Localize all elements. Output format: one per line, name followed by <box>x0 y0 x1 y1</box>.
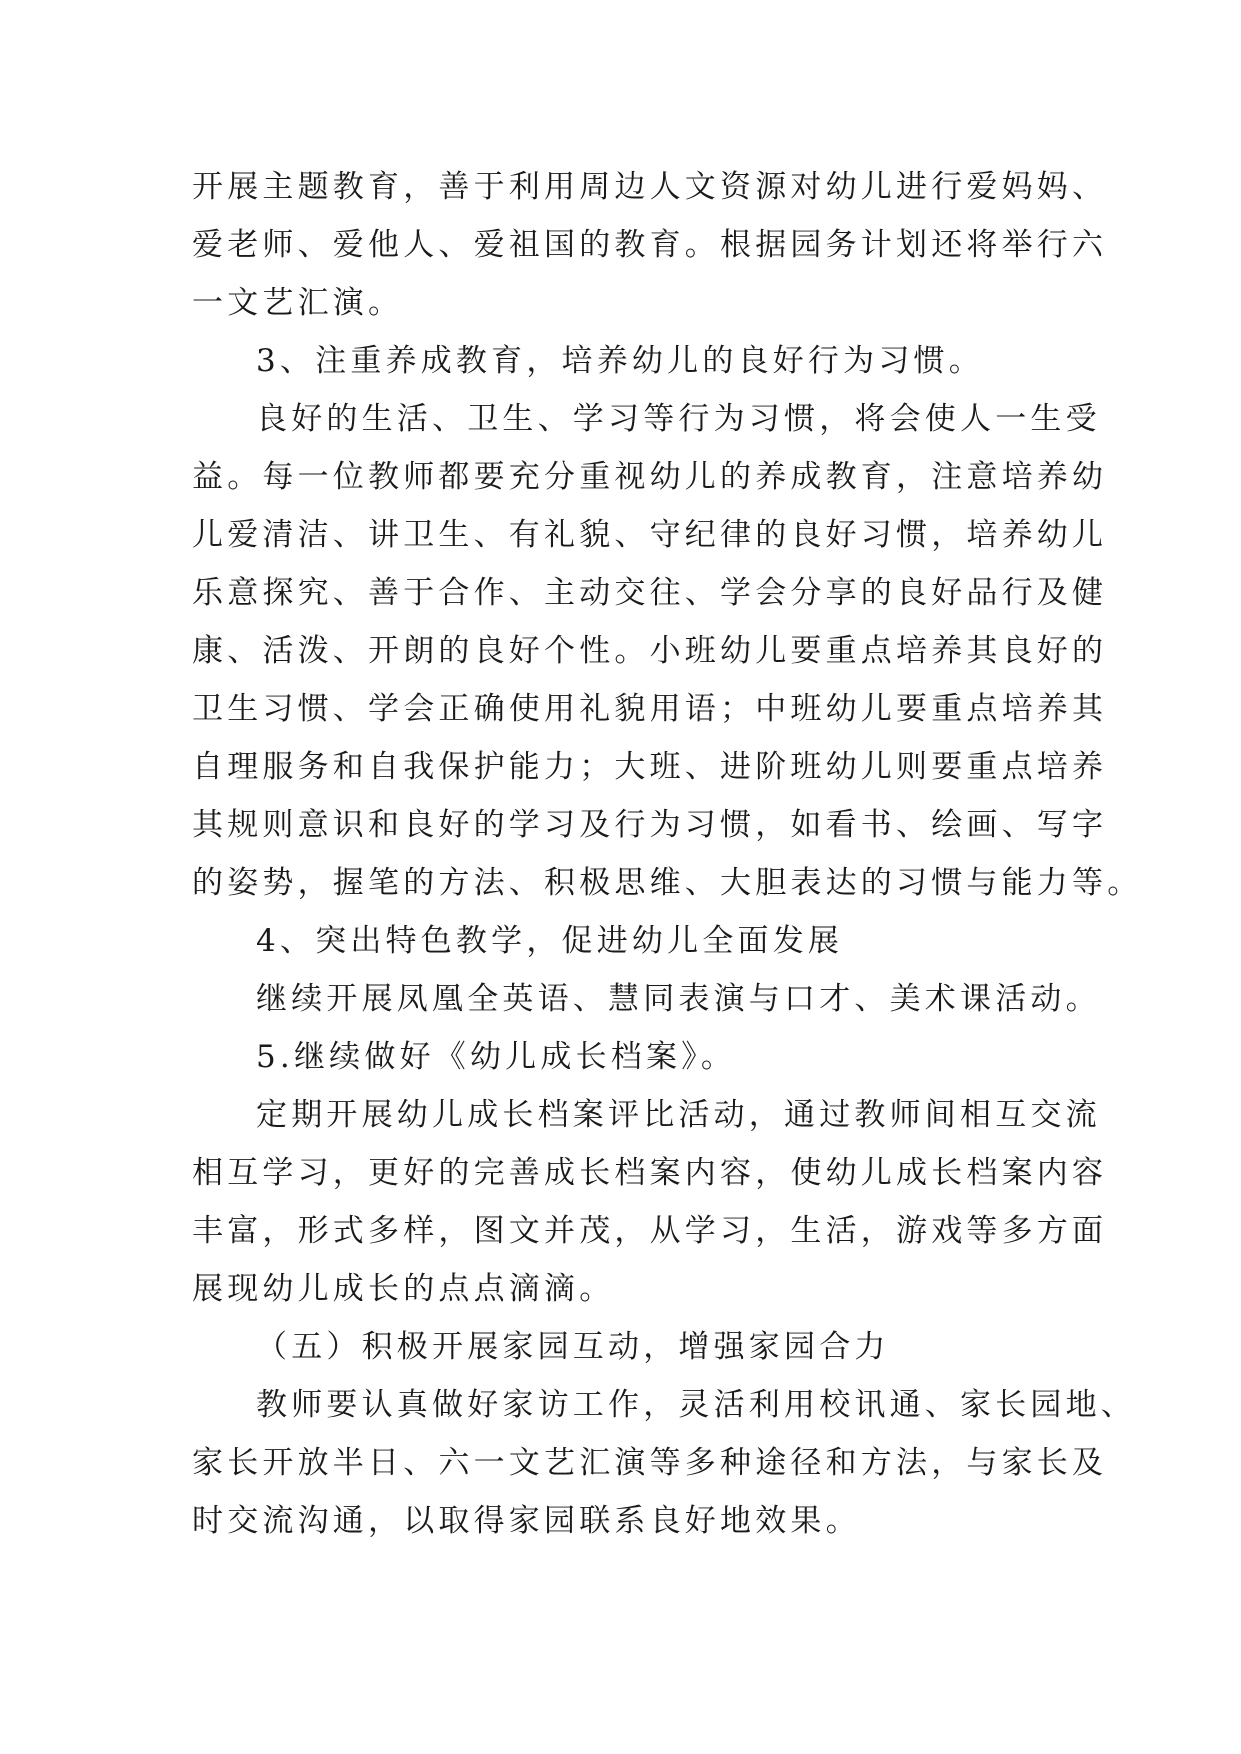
paragraph-line: 的姿势，握笔的方法、积极思维、大胆表达的习惯与能力等。 <box>192 865 1143 901</box>
paragraph-line: 开展主题教育，善于利用周边人文资源对幼儿进行爱妈妈、 <box>192 169 1108 205</box>
paragraph-line: 继续开展凤凰全英语、慧同表演与口才、美术课活动。 <box>256 981 1101 1017</box>
section-heading: （五）积极开展家园互动，增强家园合力 <box>256 1329 890 1365</box>
paragraph-line: 一文艺汇演。 <box>192 285 404 321</box>
paragraph-line: 其规则意识和良好的学习及行为习惯，如看书、绘画、写字 <box>192 807 1108 843</box>
paragraph-line: 相互学习，更好的完善成长档案内容，使幼儿成长档案内容 <box>192 1155 1108 1191</box>
paragraph-line: 爱老师、爱他人、爱祖国的教育。根据园务计划还将举行六 <box>192 227 1108 263</box>
section-heading: 3、注重养成教育，培养幼儿的良好行为习惯。 <box>256 343 984 379</box>
paragraph-line: 家长开放半日、六一文艺汇演等多种途径和方法，与家长及 <box>192 1445 1108 1481</box>
paragraph-line: 定期开展幼儿成长档案评比活动，通过教师间相互交流 <box>256 1097 1101 1133</box>
paragraph-line: 丰富，形式多样，图文并茂，从学习，生活，游戏等多方面 <box>192 1213 1108 1249</box>
paragraph-line: 康、活泼、开朗的良好个性。小班幼儿要重点培养其良好的 <box>192 633 1108 669</box>
paragraph-line: 益。每一位教师都要充分重视幼儿的养成教育，注意培养幼 <box>192 459 1108 495</box>
paragraph-line: 自理服务和自我保护能力；大班、进阶班幼儿则要重点培养 <box>192 749 1108 785</box>
paragraph-line: 儿爱清洁、讲卫生、有礼貌、守纪律的良好习惯，培养幼儿 <box>192 517 1108 553</box>
paragraph-line: 良好的生活、卫生、学习等行为习惯，将会使人一生受 <box>256 401 1101 437</box>
paragraph-line: 教师要认真做好家访工作，灵活利用校讯通、家长园地、 <box>256 1387 1136 1423</box>
paragraph-line: 展现幼儿成长的点点滴滴。 <box>192 1271 615 1307</box>
section-heading: 5.继续做好《幼儿成长档案》。 <box>256 1039 737 1075</box>
paragraph-line: 乐意探究、善于合作、主动交往、学会分享的良好品行及健 <box>192 575 1108 611</box>
paragraph-line: 时交流沟通，以取得家园联系良好地效果。 <box>192 1503 861 1539</box>
paragraph-line: 卫生习惯、学会正确使用礼貌用语；中班幼儿要重点培养其 <box>192 691 1108 727</box>
document-body <box>192 158 1143 1550</box>
section-heading: 4、突出特色教学，促进幼儿全面发展 <box>256 923 844 959</box>
